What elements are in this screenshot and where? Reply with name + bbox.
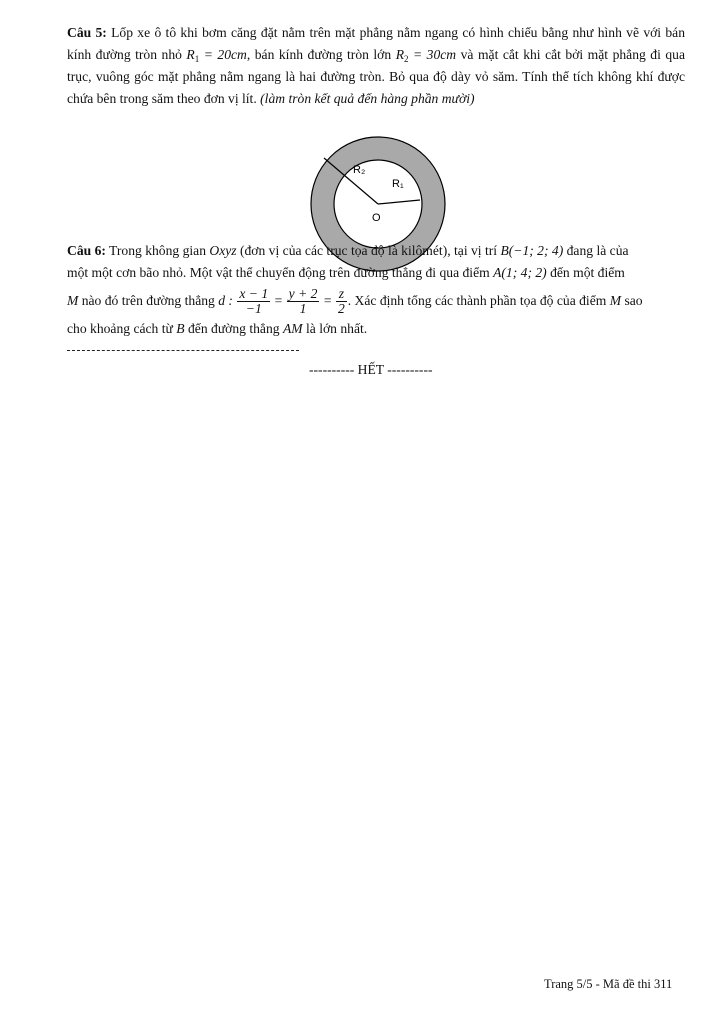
q6-text-1a: Trong không gian — [105, 243, 210, 258]
question-6 — [67, 240, 685, 340]
label-r2: R₂ — [353, 164, 366, 176]
equals-2: = — [320, 293, 335, 308]
q6-text-3b: . Xác định tổng các thành phần tọa độ của điểm — [347, 293, 610, 308]
r1-subscript: 1 — [194, 54, 200, 64]
label-center-o: O — [372, 212, 381, 224]
fraction-x-numerator: x − 1 — [239, 286, 269, 302]
fraction-y-numerator: y + 2 — [288, 286, 318, 302]
q6-text-4a: cho khoảng cách từ — [67, 321, 177, 336]
q6-text-2a: một một cơn bão nhỏ. Một vật thể chuyển động trên đường thẳng đi qua điểm — [67, 265, 494, 280]
point-a: A(1; 4; 2) — [493, 265, 547, 280]
r1-value: = 20cm — [199, 47, 247, 62]
q6-text-2b: đến một điểm — [546, 265, 625, 280]
point-m: M — [67, 293, 79, 308]
q5-text-1: Lốp xe ô tô khi bơm căng đặt nằm trên mặt phẳng nằm ngang có hình chiếu bằng như hình vẽ với bán kính đường tròn nhỏ — [67, 25, 686, 62]
q6-text-3c: sao — [621, 293, 643, 308]
r1-symbol: R — [186, 47, 195, 62]
fraction-x — [237, 287, 270, 316]
label-r1: R₁ — [392, 178, 404, 190]
r2-subscript: 2 — [404, 54, 409, 64]
line-am-symbol: AM — [282, 321, 303, 336]
line-d-symbol: d : — [218, 293, 233, 308]
rounding-note: (làm tròn kết quả đến hàng phần mười) — [260, 91, 475, 106]
fraction-z-numerator: z — [336, 287, 347, 302]
q6-text-1c: đang là của — [563, 243, 629, 258]
point-b-symbol: B — [176, 321, 185, 336]
question-5 — [67, 22, 685, 110]
point-b: B(−1; 2; 4) — [500, 243, 564, 258]
q6-line-3 — [67, 284, 685, 318]
q6-text-4c: là lớn nhất. — [302, 321, 368, 336]
equals-1: = — [271, 293, 286, 308]
end-marker: ---------- HẾT ---------- — [309, 362, 433, 377]
point-m-2: M — [609, 293, 622, 308]
q6-text-3a: nào đó trên đường thẳng — [78, 293, 219, 308]
page-footer: Trang 5/5 - Mã đề thi 311 — [544, 977, 673, 991]
question-5-label: Câu 5: — [67, 25, 107, 40]
q6-line-1 — [67, 240, 685, 262]
fraction-z-denominator: 2 — [337, 301, 345, 317]
r2-value: = 30cm — [408, 47, 457, 62]
q6-text-1b: (đơn vị của các trục tọa độ là kilômét), tại vị trí — [236, 243, 501, 258]
q6-line-4 — [67, 318, 685, 340]
q5-text-3: và mặt cắt khi cắt bởi mặt phẳng đi qua trục, vuông góc mặt phẳng nằm ngang là hai đường tròn. Bỏ qua độ dày vỏ săm. Tính thể tích không khí được chứa bên trong săm theo đơn vị lít. — [67, 47, 685, 106]
oxyz-symbol: Oxyz — [209, 243, 237, 258]
question-6-label: Câu 6: — [67, 243, 106, 258]
q5-text-2: , bán kính đường tròn lớn — [246, 47, 396, 62]
q6-text-4b: đến đường thẳng — [184, 321, 283, 336]
q6-line-2 — [67, 262, 685, 284]
fraction-y-denominator: 1 — [299, 301, 307, 317]
fraction-y — [287, 287, 320, 316]
exam-page — [67, 22, 686, 377]
r2-symbol: R — [395, 47, 404, 62]
fraction-x-denominator: −1 — [245, 301, 262, 317]
fraction-z — [336, 287, 347, 316]
divider-line — [67, 350, 299, 351]
